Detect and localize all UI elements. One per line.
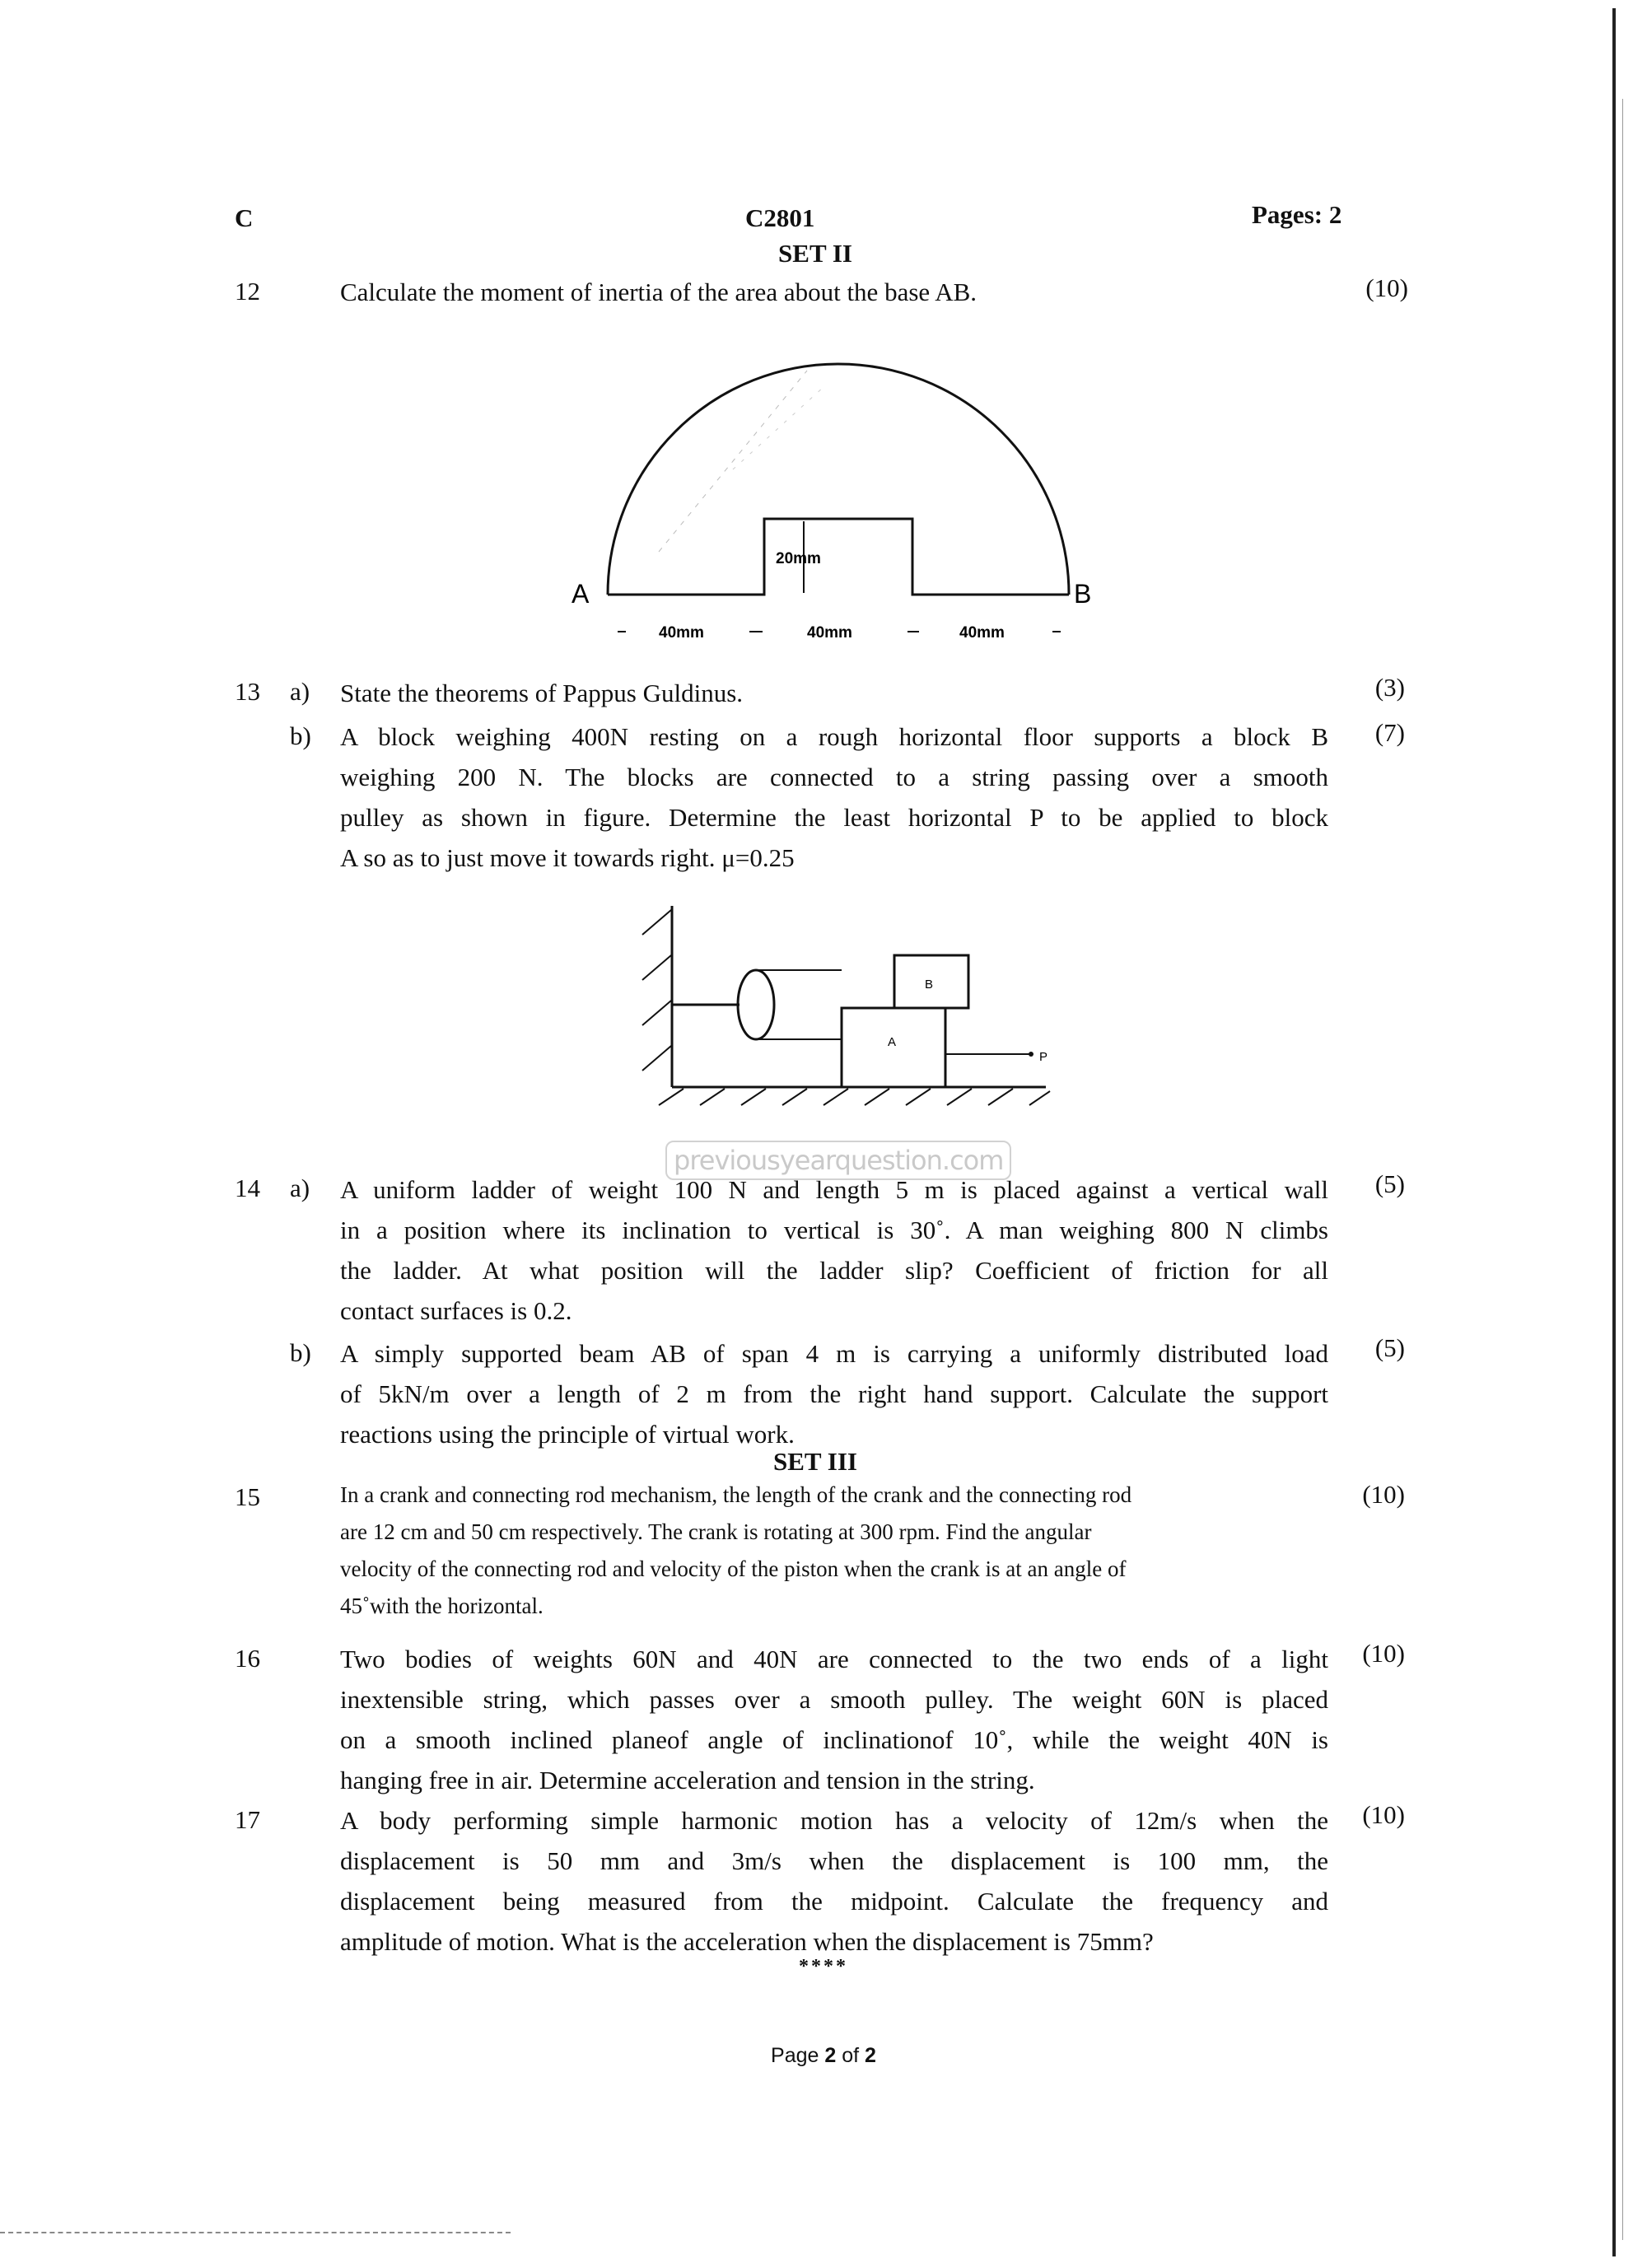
set-iii-heading: SET III — [773, 1447, 857, 1476]
pulley-icon — [738, 970, 774, 1039]
q16-line-1: Two bodies of weights 60N and 40N are connected to the two ends of a light — [340, 1645, 1328, 1673]
q12-figure — [560, 354, 1120, 651]
footer-of-word: of — [842, 2044, 860, 2067]
scan-edge-line-thin — [1622, 99, 1623, 2240]
q16-line-2: inextensible string, which passes over a smooth pulley. The weight 60N is placed — [340, 1685, 1328, 1714]
q12-text: Calculate the moment of inertia of the area about the base AB. — [340, 278, 977, 306]
q15-line-4: 45˚with the horizontal. — [340, 1594, 544, 1618]
q16-line-3: on a smooth inclined planeof angle of inclinationof 10˚, while the weight 40N is — [340, 1725, 1328, 1754]
q15-line-2: are 12 cm and 50 cm respectively. The crank is rotating at 300 rpm. Find the angular — [340, 1519, 1092, 1544]
q14b-line-3: reactions using the principle of virtual work. — [340, 1420, 795, 1449]
semicircle-outline — [608, 364, 1069, 595]
q14a-marks: (5) — [1374, 1169, 1405, 1198]
end-marker: **** — [799, 1956, 848, 1977]
dim-left-label: 40mm — [659, 624, 704, 642]
dim-height-label: 20mm — [776, 550, 821, 567]
force-p-label: P — [1039, 1050, 1048, 1064]
q13a-marks: (3) — [1374, 673, 1405, 702]
q13-figure — [626, 898, 1071, 1128]
q13b-label: b) — [290, 721, 311, 750]
q17-number: 17 — [235, 1805, 260, 1834]
q12-number: 12 — [235, 277, 260, 306]
q14-number: 14 — [235, 1174, 260, 1202]
scan-edge-line — [1612, 8, 1616, 2256]
set-ii-heading: SET II — [778, 239, 852, 268]
q13b-line-4: A so as to just move it towards right. μ=0.25 — [340, 843, 795, 872]
q14b-label: b) — [290, 1338, 311, 1367]
q17-line-3: displacement being measured from the midpoint. Calculate the frequency and — [340, 1887, 1328, 1916]
dim-mid-label: 40mm — [807, 624, 852, 642]
q17-line-2: displacement is 50 mm and 3m/s when the displacement is 100 mm, the — [340, 1846, 1328, 1875]
q14b-line-2: of 5kN/m over a length of 2 m from the right hand support. Calculate the support — [340, 1379, 1328, 1408]
dim-right-label: 40mm — [959, 624, 1005, 642]
header-pages: Pages: 2 — [1252, 200, 1342, 229]
q13a-text: State the theorems of Pappus Guldinus. — [340, 679, 744, 707]
label-b: B — [1074, 579, 1092, 609]
q15-marks: (10) — [1362, 1480, 1405, 1509]
q13b-line-3: pulley as shown in figure. Determine the least horizontal P to be applied to block — [340, 803, 1328, 832]
q13b-line-1: A block weighing 400N resting on a rough horizontal floor supports a block B — [340, 722, 1328, 751]
base-profile — [608, 519, 1069, 595]
scan-bottom-marks — [0, 2232, 511, 2233]
q16-line-4: hanging free in air. Determine acceleration and tension in the string. — [340, 1766, 1035, 1794]
q17-line-4: amplitude of motion. What is the acceleration when the displacement is 75mm? — [340, 1927, 1154, 1956]
q14a-body — [340, 1169, 1328, 1331]
q13-number: 13 — [235, 677, 260, 706]
q14a-line-2: in a position where its inclination to vertical is 30˚. A man weighing 800 N climbs — [340, 1216, 1328, 1244]
q14a-line-4: contact surfaces is 0.2. — [340, 1296, 572, 1325]
q15-line-1: In a crank and connecting rod mechanism, the length of the crank and the connecting rod — [340, 1482, 1132, 1507]
q15-line-3: velocity of the connecting rod and velocity of the piston when the crank is at an angle of — [340, 1556, 1127, 1581]
q14a-label: a) — [290, 1174, 310, 1202]
page-footer — [659, 2044, 988, 2068]
footer-page-total: 2 — [865, 2044, 876, 2067]
q17-body — [340, 1800, 1328, 1962]
block-a-label: A — [888, 1035, 897, 1049]
q13b-line-2: weighing 200 N. The blocks are connected to a string passing over a smooth — [340, 763, 1328, 791]
block-b-label: B — [925, 978, 934, 992]
header-left: C — [235, 203, 254, 232]
label-a: A — [572, 579, 590, 609]
q15-body — [340, 1477, 1328, 1625]
q15-number: 15 — [235, 1482, 260, 1511]
q17-line-1: A body performing simple harmonic motion has a velocity of 12m/s when the — [340, 1806, 1328, 1835]
q16-marks: (10) — [1362, 1639, 1405, 1668]
header-code: C2801 — [745, 203, 815, 232]
q14a-line-1: A uniform ladder of weight 100 N and length 5 m is placed against a vertical wall — [340, 1175, 1328, 1204]
q16-number: 16 — [235, 1644, 260, 1673]
watermark: previousyearquestion.com — [665, 1141, 1011, 1180]
q14b-body — [340, 1333, 1328, 1454]
q13b-marks: (7) — [1374, 718, 1405, 747]
q12-marks: (10) — [1365, 273, 1408, 302]
q16-body — [340, 1639, 1328, 1800]
footer-page-word: Page — [771, 2044, 819, 2067]
q14b-line-1: A simply supported beam AB of span 4 m is carrying a uniformly distributed load — [340, 1339, 1328, 1368]
footer-page-number: 2 — [824, 2044, 837, 2067]
q13a-label: a) — [290, 677, 310, 706]
q17-marks: (10) — [1362, 1800, 1405, 1829]
q14b-marks: (5) — [1374, 1333, 1405, 1362]
q13b-body — [340, 716, 1328, 878]
q14a-line-3: the ladder. At what position will the ladder slip? Coefficient of friction for all — [340, 1256, 1328, 1285]
